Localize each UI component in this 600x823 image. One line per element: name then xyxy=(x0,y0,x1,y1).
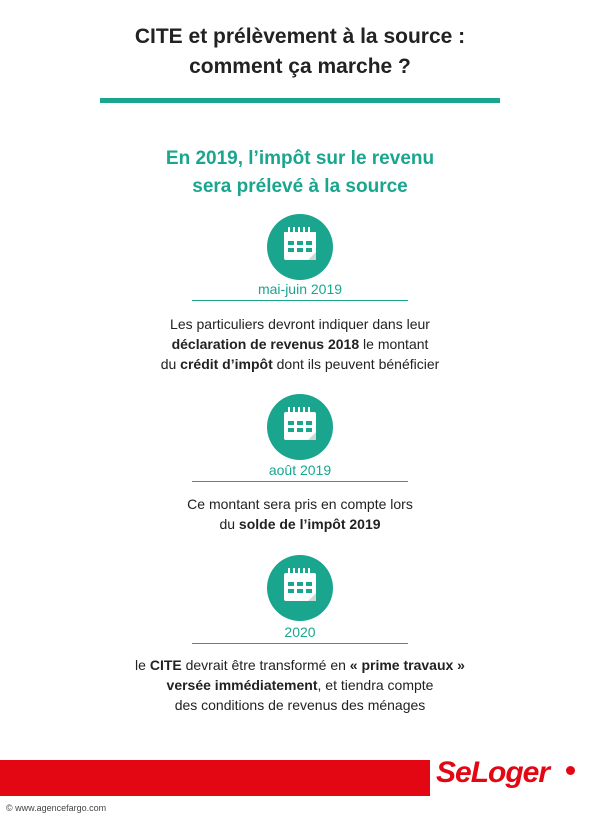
text: du xyxy=(160,356,181,372)
page-title xyxy=(0,22,600,82)
text: Les particuliers devront indiquer dans leur xyxy=(170,316,430,332)
bold-text: crédit d’impôt xyxy=(180,356,273,372)
text: le montant xyxy=(359,336,429,352)
text: des conditions de revenus des ménages xyxy=(174,697,426,713)
footer-red-bar xyxy=(0,760,430,796)
bold-text: CITE xyxy=(149,657,182,673)
date-divider xyxy=(192,643,408,644)
subtitle-line-1: En 2019, l’impôt sur le revenu xyxy=(165,148,435,169)
bold-text: « prime travaux » xyxy=(349,657,465,673)
date-divider xyxy=(192,300,408,301)
title-line-1: CITE et prélèvement à la source : xyxy=(134,25,466,48)
text: , et tiendra compte xyxy=(317,677,434,693)
calendar-icon xyxy=(267,394,333,460)
step-description xyxy=(0,655,600,715)
calendar-icon xyxy=(267,555,333,621)
credit-text: © www.agencefargo.com xyxy=(6,803,107,813)
bold-text: déclaration de revenus 2018 xyxy=(171,336,360,352)
brand-dot-icon xyxy=(566,766,575,775)
text: devrait être transformé en xyxy=(181,657,350,673)
text: le xyxy=(135,657,150,673)
step-date: août 2019 xyxy=(268,462,332,478)
text: du xyxy=(219,516,239,532)
text: dont ils peuvent bénéficier xyxy=(272,356,440,372)
text: Ce montant sera pris en compte lors xyxy=(187,496,413,512)
subtitle-line-2: sera prélevé à la source xyxy=(192,176,408,197)
step-description xyxy=(0,314,600,374)
bold-text: versée immédiatement xyxy=(166,677,318,693)
bold-text: solde de l’impôt 2019 xyxy=(238,516,381,532)
title-line-2: comment ça marche ? xyxy=(189,55,411,78)
brand-logo: SeLoger xyxy=(436,756,550,789)
step-date: mai-juin 2019 xyxy=(257,281,343,297)
calendar-icon xyxy=(267,214,333,280)
date-divider xyxy=(192,481,408,482)
title-underline xyxy=(100,98,500,103)
step-description xyxy=(0,494,600,534)
subtitle xyxy=(0,145,600,201)
step-date: 2020 xyxy=(284,624,316,640)
